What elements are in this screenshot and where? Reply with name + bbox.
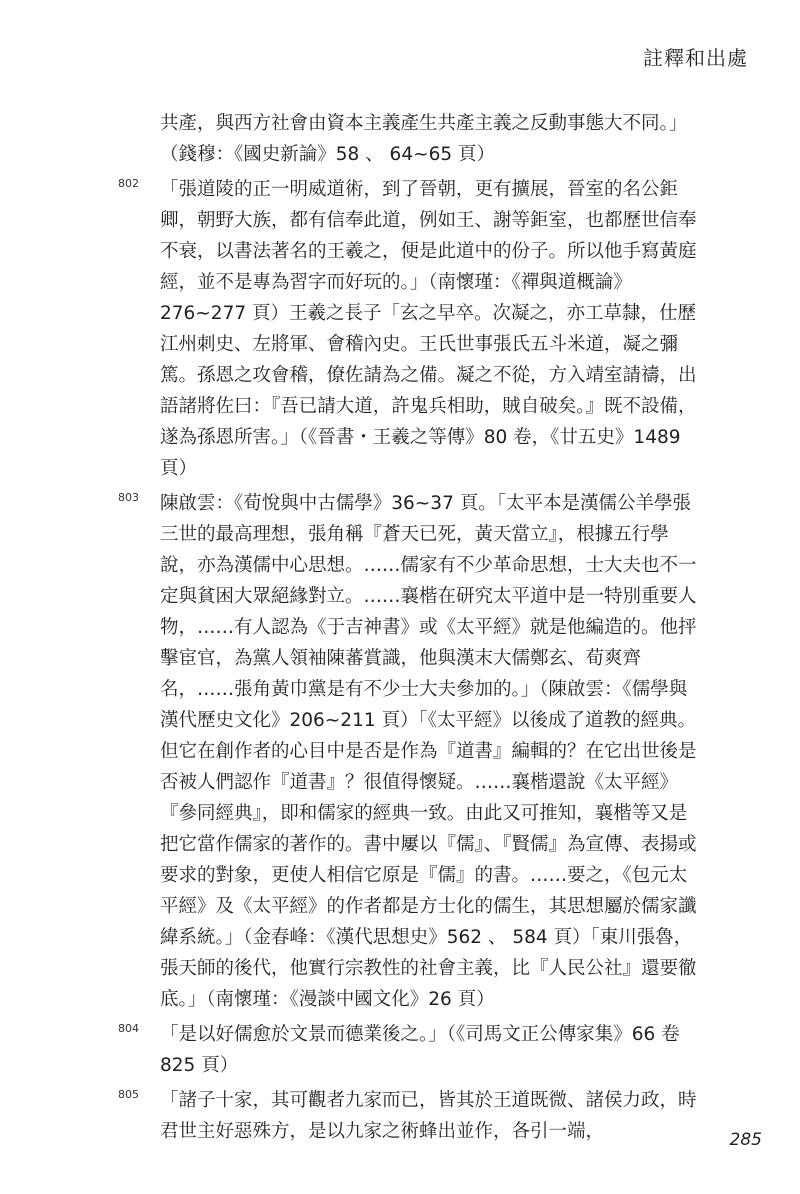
page-body — [0, 108, 800, 1147]
footnote-text: 陳啟雲：《荀悅與中古儒學》36~37 頁。「太平本是漢儒公羊學張三世的最高理想，張角稱『蒼天已死，黃天當立』，根據五行學說，亦為漢儒中心思想。……儒家有不少革命思想，士大夫也不一定與貧困大眾絕緣對立。……襄楷在研究太平道中是一特別重要人物，……有人認為《于吉神書》或《太平經》就是他編造的。他抨擊宦官，為黨人領袖陳蕃賞識，他與漢末大儒鄭玄、荀爽齊名，……張角黃巾黨是有不少士大夫參加的。」（陳啟雲：《儒學與漢代歷史文化》206~211 頁）「《太平經》以後成了道教的經典。但它在創作者的心目中是否是作為『道書』編輯的？在它出世後是否被人們認作『道書』？很值得懷疑。……襄楷還說《太平經》『參同經典』，即和儒家的經典一致。由此又可推知，襄楷等又是把它當作儒家的著作的。書中屢以『儒』、『賢儒』為宣傳、表揚或要求的對象，更使人相信它原是『儒』的書。……要之，《包元太平經》及《太平經》的作者都是方士化的儒生，其思想屬於儒家讖緯系統。」（金春峰：《漢代思想史》562 、 584 頁）「東川張魯，張天師的後代，他實行宗教性的社會主義，比『人民公社』還要徹底。」（南懷瑾：《漫談中國文化》26 頁） — [160, 493, 697, 1010]
page-number: 285 — [729, 1130, 762, 1150]
footnote-803 — [0, 488, 800, 1015]
footnote-number: 802 — [118, 177, 139, 190]
footnote-805 — [0, 1085, 800, 1147]
footnote-number: 805 — [118, 1088, 139, 1101]
footnote-text: 「張道陵的正一明威道術，到了晉朝，更有擴展，晉室的名公鉅卿，朝野大族，都有信奉此道，例如王、謝等鉅室，也都歷世信奉不衰，以書法著名的王羲之，便是此道中的份子。所以他手寫黃庭經，並不是專為習字而好玩的。」（南懷瑾：《禪與道概論》276~277 頁）王羲之長子「玄之早卒。次凝之，亦工草隸，仕歷江州刺史、左將軍、會稽內史。王氏世事張氏五斗米道，凝之彌篤。孫恩之攻會稽，僚佐請為之備。凝之不從，方入靖室請禱，出語諸將佐曰：『吾已請大道，許鬼兵相助，賊自破矣。』既不設備，遂為孫恩所害。」（《晉書・王羲之等傳》80 卷，《廿五史》1489 頁） — [160, 179, 697, 479]
footnote-text: 「諸子十家，其可觀者九家而已，皆其於王道既微、諸侯力政，時君世主好惡殊方，是以九家之術蜂出並作，各引一端， — [160, 1090, 697, 1142]
continuation-paragraph: 共產，與西方社會由資本主義產生共產主義之反動事態大不同。」（錢穆：《國史新論》58 、 64~65 頁） — [160, 113, 688, 165]
running-header: 註釋和出處 — [643, 46, 748, 70]
footnote-804 — [0, 1019, 800, 1081]
footnote-number: 804 — [118, 1022, 139, 1035]
footnote-text: 「是以好儒愈於文景而德業後之。」（《司馬文正公傳家集》66 卷 825 頁） — [160, 1024, 680, 1076]
footnote-number: 803 — [118, 491, 139, 504]
footnote-802 — [0, 174, 800, 484]
